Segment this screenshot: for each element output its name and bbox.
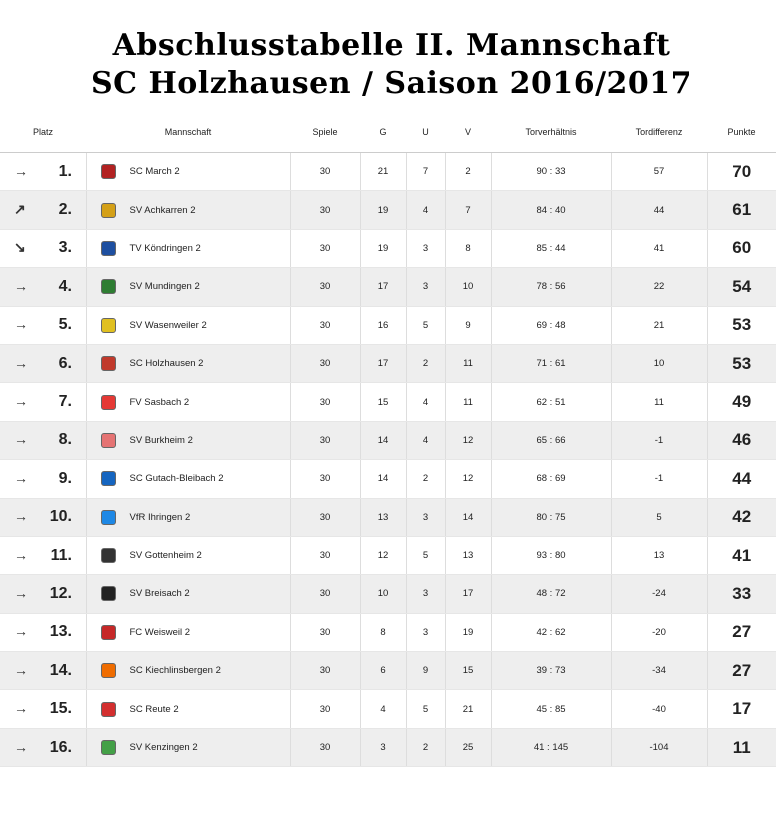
unentschieden-cell: 4 xyxy=(406,191,445,229)
rank: 6. xyxy=(58,354,72,372)
trend-arrow-icon: → xyxy=(14,546,28,563)
table-row xyxy=(0,344,776,382)
spiele-cell: 30 xyxy=(290,191,360,229)
punkte-cell: 61 xyxy=(707,191,776,229)
spiele-cell: 30 xyxy=(290,575,360,613)
team-logo-icon xyxy=(101,510,116,525)
rank: 3. xyxy=(58,239,72,257)
tordifferenz-cell: -1 xyxy=(611,421,707,459)
team-name: SV Mundingen 2 xyxy=(129,281,200,293)
team-logo-icon xyxy=(101,625,116,640)
table-row xyxy=(0,191,776,229)
spiele-cell: 30 xyxy=(290,153,360,191)
punkte-cell: 41 xyxy=(707,536,776,574)
unentschieden-cell: 3 xyxy=(406,613,445,651)
header-u: U xyxy=(406,112,445,153)
punkte-cell: 49 xyxy=(707,383,776,421)
header-v: V xyxy=(445,112,491,153)
header-tordifferenz: Tordifferenz xyxy=(611,112,707,153)
rank: 14. xyxy=(49,661,72,679)
torverhaeltnis-cell: 69 : 48 xyxy=(491,306,611,344)
header-platz: Platz xyxy=(0,112,86,153)
position-cell xyxy=(0,191,86,229)
unentschieden-cell: 5 xyxy=(406,690,445,728)
tordifferenz-cell: 10 xyxy=(611,344,707,382)
spiele-cell: 30 xyxy=(290,268,360,306)
tordifferenz-cell: -40 xyxy=(611,690,707,728)
table-row xyxy=(0,421,776,459)
position-cell xyxy=(0,229,86,267)
trend-arrow-icon: → xyxy=(14,316,28,333)
punkte-cell: 53 xyxy=(707,344,776,382)
team-cell xyxy=(86,613,290,651)
torverhaeltnis-cell: 71 : 61 xyxy=(491,344,611,382)
header-torverhaeltnis: Torverhältnis xyxy=(491,112,611,153)
unentschieden-cell: 3 xyxy=(406,498,445,536)
spiele-cell: 30 xyxy=(290,344,360,382)
position-cell xyxy=(0,690,86,728)
team-name: SC Reute 2 xyxy=(129,703,179,715)
header-row xyxy=(0,112,776,153)
position-cell xyxy=(0,460,86,498)
table-row xyxy=(0,728,776,766)
trend-arrow-icon: → xyxy=(14,508,28,525)
spiele-cell: 30 xyxy=(290,728,360,766)
team-logo-icon xyxy=(101,279,116,294)
niederlagen-cell: 21 xyxy=(445,690,491,728)
position-cell xyxy=(0,652,86,690)
torverhaeltnis-cell: 84 : 40 xyxy=(491,191,611,229)
spiele-cell: 30 xyxy=(290,498,360,536)
tordifferenz-cell: -34 xyxy=(611,652,707,690)
trend-arrow-icon: → xyxy=(14,469,28,486)
team-cell xyxy=(86,575,290,613)
rank: 5. xyxy=(58,316,72,334)
spiele-cell: 30 xyxy=(290,421,360,459)
siege-cell: 19 xyxy=(360,229,406,267)
spiele-cell: 30 xyxy=(290,229,360,267)
team-logo-icon xyxy=(101,318,116,333)
punkte-cell: 33 xyxy=(707,575,776,613)
trend-arrow-icon: → xyxy=(14,623,28,640)
rank: 9. xyxy=(58,469,72,487)
torverhaeltnis-cell: 90 : 33 xyxy=(491,153,611,191)
niederlagen-cell: 9 xyxy=(445,306,491,344)
team-cell xyxy=(86,421,290,459)
team-cell xyxy=(86,229,290,267)
niederlagen-cell: 25 xyxy=(445,728,491,766)
tordifferenz-cell: 13 xyxy=(611,536,707,574)
position-cell xyxy=(0,575,86,613)
siege-cell: 17 xyxy=(360,268,406,306)
unentschieden-cell: 2 xyxy=(406,728,445,766)
header-g: G xyxy=(360,112,406,153)
unentschieden-cell: 5 xyxy=(406,306,445,344)
siege-cell: 6 xyxy=(360,652,406,690)
table-row xyxy=(0,383,776,421)
team-name: SC Holzhausen 2 xyxy=(129,358,204,370)
niederlagen-cell: 15 xyxy=(445,652,491,690)
standings-body xyxy=(0,153,776,767)
position-cell xyxy=(0,383,86,421)
spiele-cell: 30 xyxy=(290,306,360,344)
unentschieden-cell: 3 xyxy=(406,268,445,306)
tordifferenz-cell: 57 xyxy=(611,153,707,191)
position-cell xyxy=(0,536,86,574)
unentschieden-cell: 7 xyxy=(406,153,445,191)
team-logo-icon xyxy=(101,702,116,717)
punkte-cell: 11 xyxy=(707,728,776,766)
torverhaeltnis-cell: 41 : 145 xyxy=(491,728,611,766)
tordifferenz-cell: 22 xyxy=(611,268,707,306)
unentschieden-cell: 2 xyxy=(406,460,445,498)
title-line-1: Abschlusstabelle II. Mannschaft xyxy=(112,28,671,63)
niederlagen-cell: 7 xyxy=(445,191,491,229)
spiele-cell: 30 xyxy=(290,536,360,574)
table-row xyxy=(0,268,776,306)
siege-cell: 21 xyxy=(360,153,406,191)
punkte-cell: 42 xyxy=(707,498,776,536)
table-row xyxy=(0,460,776,498)
table-row xyxy=(0,575,776,613)
spiele-cell: 30 xyxy=(290,460,360,498)
team-name: FC Weisweil 2 xyxy=(129,626,191,638)
title-line-2: SC Holzhausen / Saison 2016/2017 xyxy=(90,66,693,101)
rank: 7. xyxy=(58,393,72,411)
team-logo-icon xyxy=(101,356,116,371)
tordifferenz-cell: 44 xyxy=(611,191,707,229)
siege-cell: 13 xyxy=(360,498,406,536)
punkte-cell: 54 xyxy=(707,268,776,306)
unentschieden-cell: 3 xyxy=(406,229,445,267)
tordifferenz-cell: 11 xyxy=(611,383,707,421)
unentschieden-cell: 2 xyxy=(406,344,445,382)
team-name: VfR Ihringen 2 xyxy=(129,511,191,523)
torverhaeltnis-cell: 42 : 62 xyxy=(491,613,611,651)
rank: 16. xyxy=(49,738,72,756)
torverhaeltnis-cell: 80 : 75 xyxy=(491,498,611,536)
siege-cell: 19 xyxy=(360,191,406,229)
siege-cell: 16 xyxy=(360,306,406,344)
punkte-cell: 17 xyxy=(707,690,776,728)
rank: 13. xyxy=(49,623,72,641)
table-row xyxy=(0,153,776,191)
team-logo-icon xyxy=(101,164,116,179)
punkte-cell: 70 xyxy=(707,153,776,191)
niederlagen-cell: 8 xyxy=(445,229,491,267)
position-cell xyxy=(0,344,86,382)
punkte-cell: 60 xyxy=(707,229,776,267)
table-row xyxy=(0,229,776,267)
niederlagen-cell: 10 xyxy=(445,268,491,306)
team-cell xyxy=(86,153,290,191)
niederlagen-cell: 17 xyxy=(445,575,491,613)
header-mannschaft: Mannschaft xyxy=(86,112,290,153)
team-logo-icon xyxy=(101,740,116,755)
unentschieden-cell: 3 xyxy=(406,575,445,613)
team-logo-icon xyxy=(101,471,116,486)
tordifferenz-cell: 41 xyxy=(611,229,707,267)
niederlagen-cell: 19 xyxy=(445,613,491,651)
torverhaeltnis-cell: 85 : 44 xyxy=(491,229,611,267)
tordifferenz-cell: 5 xyxy=(611,498,707,536)
table-row xyxy=(0,498,776,536)
position-cell xyxy=(0,153,86,191)
table-row xyxy=(0,536,776,574)
team-cell xyxy=(86,306,290,344)
table-row xyxy=(0,613,776,651)
rank: 11. xyxy=(50,546,72,564)
team-cell xyxy=(86,383,290,421)
standings-table xyxy=(0,112,776,767)
punkte-cell: 27 xyxy=(707,652,776,690)
team-cell xyxy=(86,728,290,766)
trend-arrow-icon: ↘ xyxy=(14,239,26,256)
torverhaeltnis-cell: 62 : 51 xyxy=(491,383,611,421)
siege-cell: 12 xyxy=(360,536,406,574)
team-cell xyxy=(86,536,290,574)
position-cell xyxy=(0,498,86,536)
trend-arrow-icon: → xyxy=(14,162,28,179)
team-name: SV Kenzingen 2 xyxy=(129,742,198,754)
header-spiele: Spiele xyxy=(290,112,360,153)
team-cell xyxy=(86,344,290,382)
unentschieden-cell: 4 xyxy=(406,421,445,459)
tordifferenz-cell: -20 xyxy=(611,613,707,651)
tordifferenz-cell: -104 xyxy=(611,728,707,766)
siege-cell: 17 xyxy=(360,344,406,382)
trend-arrow-icon: → xyxy=(14,277,28,294)
position-cell xyxy=(0,421,86,459)
trend-arrow-icon: → xyxy=(14,393,28,410)
tordifferenz-cell: 21 xyxy=(611,306,707,344)
team-name: SC Kiechlinsbergen 2 xyxy=(129,665,221,677)
rank: 2. xyxy=(58,201,72,219)
team-logo-icon xyxy=(101,241,116,256)
team-cell xyxy=(86,191,290,229)
table-row xyxy=(0,652,776,690)
trend-arrow-icon: → xyxy=(14,431,28,448)
trend-arrow-icon: → xyxy=(14,700,28,717)
siege-cell: 10 xyxy=(360,575,406,613)
rank: 12. xyxy=(49,584,72,602)
siege-cell: 14 xyxy=(360,421,406,459)
position-cell xyxy=(0,268,86,306)
team-cell xyxy=(86,268,290,306)
siege-cell: 15 xyxy=(360,383,406,421)
niederlagen-cell: 13 xyxy=(445,536,491,574)
team-logo-icon xyxy=(101,586,116,601)
siege-cell: 8 xyxy=(360,613,406,651)
tordifferenz-cell: -1 xyxy=(611,460,707,498)
trend-arrow-icon: → xyxy=(14,354,28,371)
rank: 15. xyxy=(49,700,72,718)
niederlagen-cell: 12 xyxy=(445,460,491,498)
unentschieden-cell: 5 xyxy=(406,536,445,574)
rank: 10. xyxy=(49,508,72,526)
position-cell xyxy=(0,613,86,651)
torverhaeltnis-cell: 93 : 80 xyxy=(491,536,611,574)
team-logo-icon xyxy=(101,548,116,563)
spiele-cell: 30 xyxy=(290,383,360,421)
niederlagen-cell: 11 xyxy=(445,344,491,382)
rank: 1. xyxy=(58,162,72,180)
header-punkte: Punkte xyxy=(707,112,776,153)
trend-arrow-icon: ↗ xyxy=(14,201,26,218)
unentschieden-cell: 4 xyxy=(406,383,445,421)
torverhaeltnis-cell: 48 : 72 xyxy=(491,575,611,613)
punkte-cell: 44 xyxy=(707,460,776,498)
team-cell xyxy=(86,690,290,728)
trend-arrow-icon: → xyxy=(14,661,28,678)
team-name: SV Wasenweiler 2 xyxy=(129,319,207,331)
position-cell xyxy=(0,306,86,344)
siege-cell: 3 xyxy=(360,728,406,766)
spiele-cell: 30 xyxy=(290,652,360,690)
trend-arrow-icon: → xyxy=(14,738,28,755)
team-name: SV Breisach 2 xyxy=(129,588,190,600)
spiele-cell: 30 xyxy=(290,613,360,651)
niederlagen-cell: 14 xyxy=(445,498,491,536)
team-cell xyxy=(86,498,290,536)
torverhaeltnis-cell: 68 : 69 xyxy=(491,460,611,498)
position-cell xyxy=(0,728,86,766)
rank: 8. xyxy=(58,431,72,449)
team-name: SV Gottenheim 2 xyxy=(129,550,202,562)
team-logo-icon xyxy=(101,395,116,410)
punkte-cell: 46 xyxy=(707,421,776,459)
punkte-cell: 53 xyxy=(707,306,776,344)
team-name: SC March 2 xyxy=(129,166,180,178)
niederlagen-cell: 11 xyxy=(445,383,491,421)
team-name: TV Köndringen 2 xyxy=(129,242,201,254)
team-name: SC Gutach-Bleibach 2 xyxy=(129,473,224,485)
punkte-cell: 27 xyxy=(707,613,776,651)
team-cell xyxy=(86,652,290,690)
torverhaeltnis-cell: 78 : 56 xyxy=(491,268,611,306)
table-row xyxy=(0,306,776,344)
team-logo-icon xyxy=(101,433,116,448)
tordifferenz-cell: -24 xyxy=(611,575,707,613)
spiele-cell: 30 xyxy=(290,690,360,728)
rank: 4. xyxy=(58,277,72,295)
siege-cell: 4 xyxy=(360,690,406,728)
torverhaeltnis-cell: 65 : 66 xyxy=(491,421,611,459)
team-name: FV Sasbach 2 xyxy=(129,396,190,408)
table-row xyxy=(0,690,776,728)
team-logo-icon xyxy=(101,203,116,218)
trend-arrow-icon: → xyxy=(14,584,28,601)
niederlagen-cell: 2 xyxy=(445,153,491,191)
unentschieden-cell: 9 xyxy=(406,652,445,690)
niederlagen-cell: 12 xyxy=(445,421,491,459)
team-logo-icon xyxy=(101,663,116,678)
team-cell xyxy=(86,460,290,498)
torverhaeltnis-cell: 39 : 73 xyxy=(491,652,611,690)
torverhaeltnis-cell: 45 : 85 xyxy=(491,690,611,728)
team-name: SV Achkarren 2 xyxy=(129,204,196,216)
team-name: SV Burkheim 2 xyxy=(129,434,193,446)
siege-cell: 14 xyxy=(360,460,406,498)
